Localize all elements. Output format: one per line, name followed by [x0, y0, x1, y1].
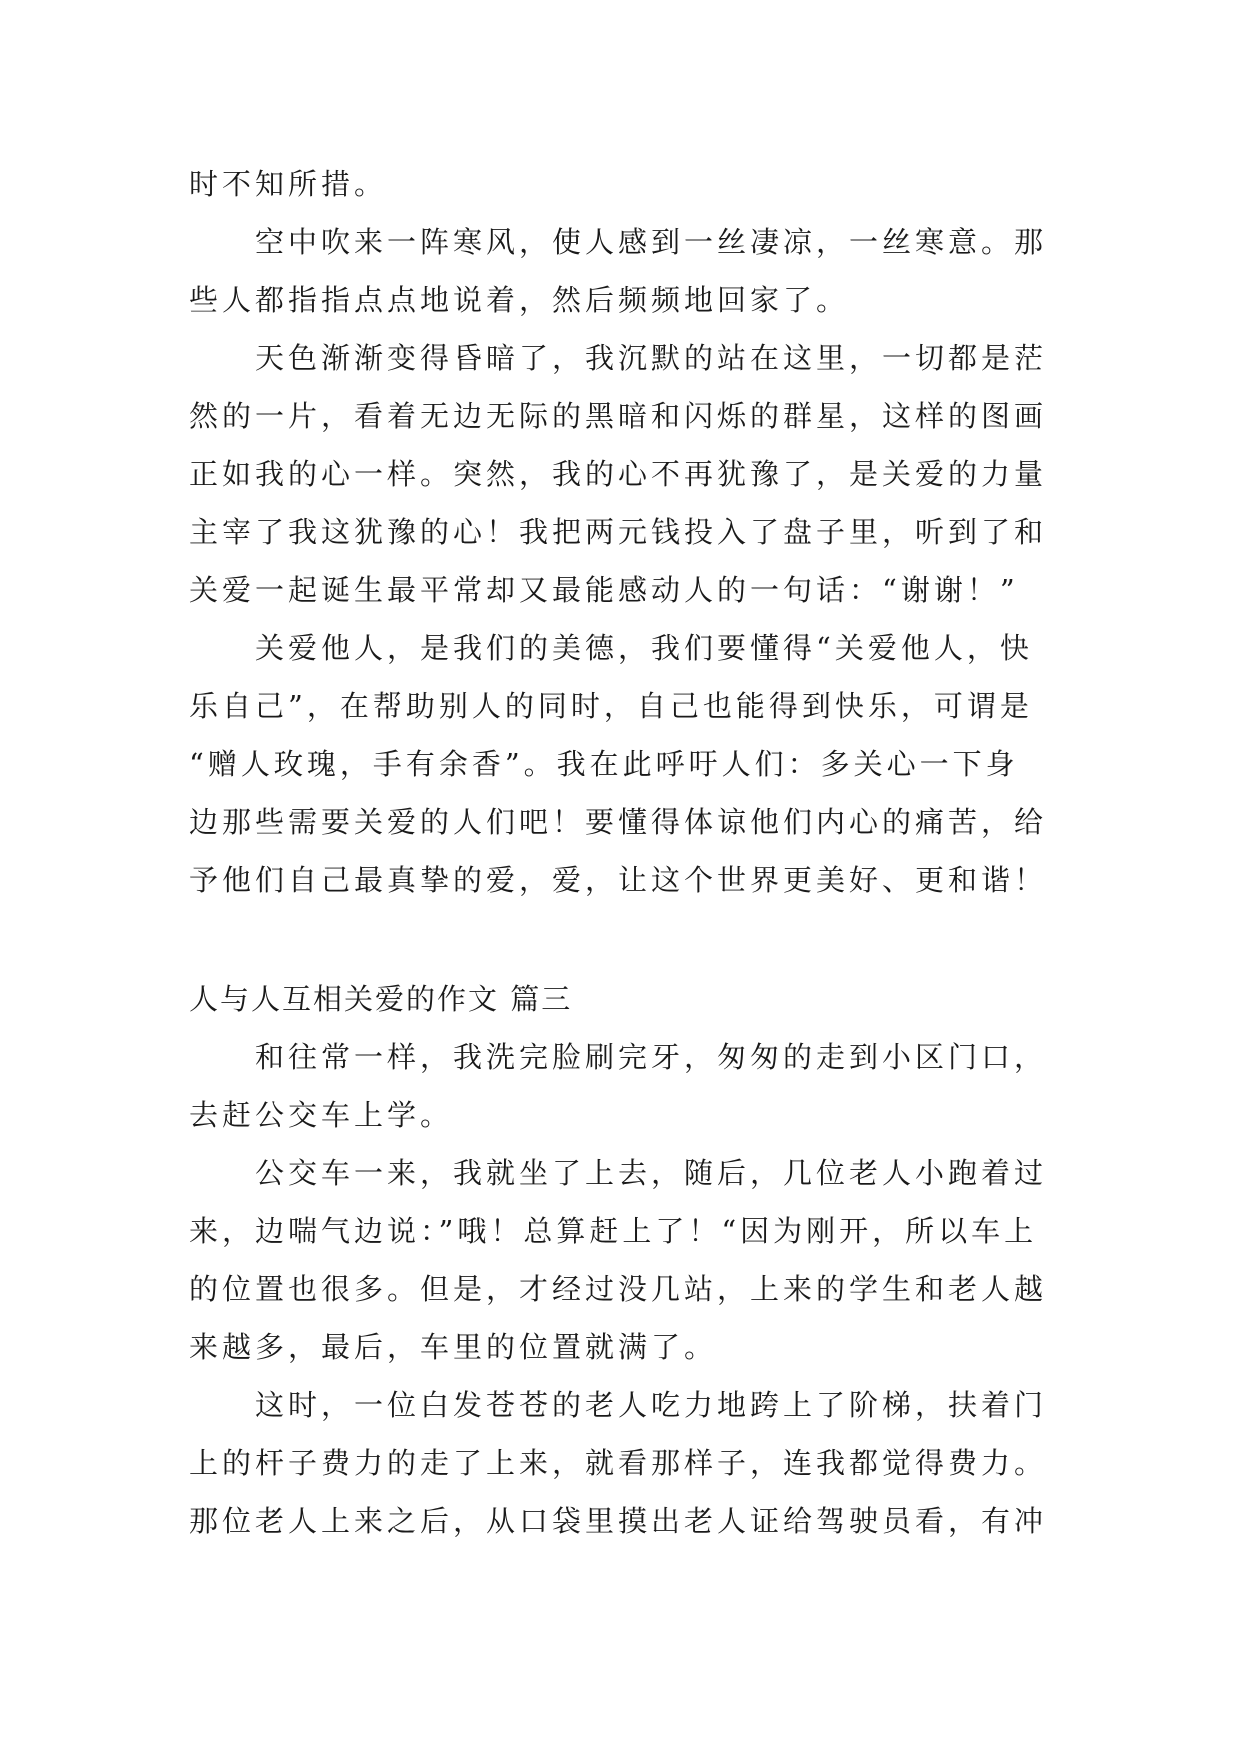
document-body	[189, 155, 1059, 1550]
text-line: 的位置也很多。但是，才经过没几站，上来的学生和老人越	[189, 1272, 1048, 1306]
text-line: 然的一片，看着无边无际的黑暗和闪烁的群星，这样的图画	[189, 399, 1048, 433]
text-line: “赠人玫瑰，手有余香”。我在此呼吁人们：多关心一下身	[189, 747, 1019, 781]
text-line: 正如我的心一样。突然，我的心不再犹豫了，是关爱的力量	[189, 457, 1048, 491]
section-heading: 人与人互相关爱的作文 篇三	[189, 982, 573, 1016]
paragraph-start-line: 天色渐渐变得昏暗了，我沉默的站在这里，一切都是茫	[255, 341, 1048, 375]
text-line: 去赶公交车上学。	[189, 1098, 454, 1132]
paragraph-start-line: 和往常一样，我洗完脸刷完牙，匆匆的走到小区门口，	[255, 1040, 1048, 1074]
section-gap	[189, 909, 1059, 970]
text-line: 边那些需要关爱的人们吧！要懂得体谅他们内心的痛苦，给	[189, 805, 1048, 839]
text-line: 来越多，最后，车里的位置就满了。	[189, 1330, 718, 1364]
text-line: 些人都指指点点地说着，然后频频地回家了。	[189, 283, 850, 317]
paragraph-start-line: 空中吹来一阵寒风，使人感到一丝凄凉，一丝寒意。那	[255, 225, 1048, 259]
text-line: 予他们自己最真挚的爱，爱，让这个世界更美好、更和谐！	[189, 863, 1048, 897]
text-line: 时不知所措。	[189, 167, 388, 201]
text-line: 来，边喘气边说：”哦！总算赶上了！“因为刚开，所以车上	[189, 1214, 1038, 1248]
text-line: 主宰了我这犹豫的心！我把两元钱投入了盘子里，听到了和	[189, 515, 1048, 549]
text-line: 乐自己”，在帮助别人的同时，自己也能得到快乐，可谓是	[189, 689, 1033, 723]
paragraph-start-line: 关爱他人，是我们的美德，我们要懂得“关爱他人，快	[255, 631, 1033, 665]
text-line: 关爱一起诞生最平常却又最能感动人的一句话：“谢谢！”	[189, 573, 1019, 607]
paragraph-start-line: 公交车一来，我就坐了上去，随后，几位老人小跑着过	[255, 1156, 1048, 1190]
text-line: 上的杆子费力的走了上来，就看那样子，连我都觉得费力。	[189, 1446, 1048, 1480]
paragraph-start-line: 这时，一位白发苍苍的老人吃力地跨上了阶梯，扶着门	[255, 1388, 1048, 1422]
text-line: 那位老人上来之后，从口袋里摸出老人证给驾驶员看，有冲	[189, 1504, 1048, 1538]
